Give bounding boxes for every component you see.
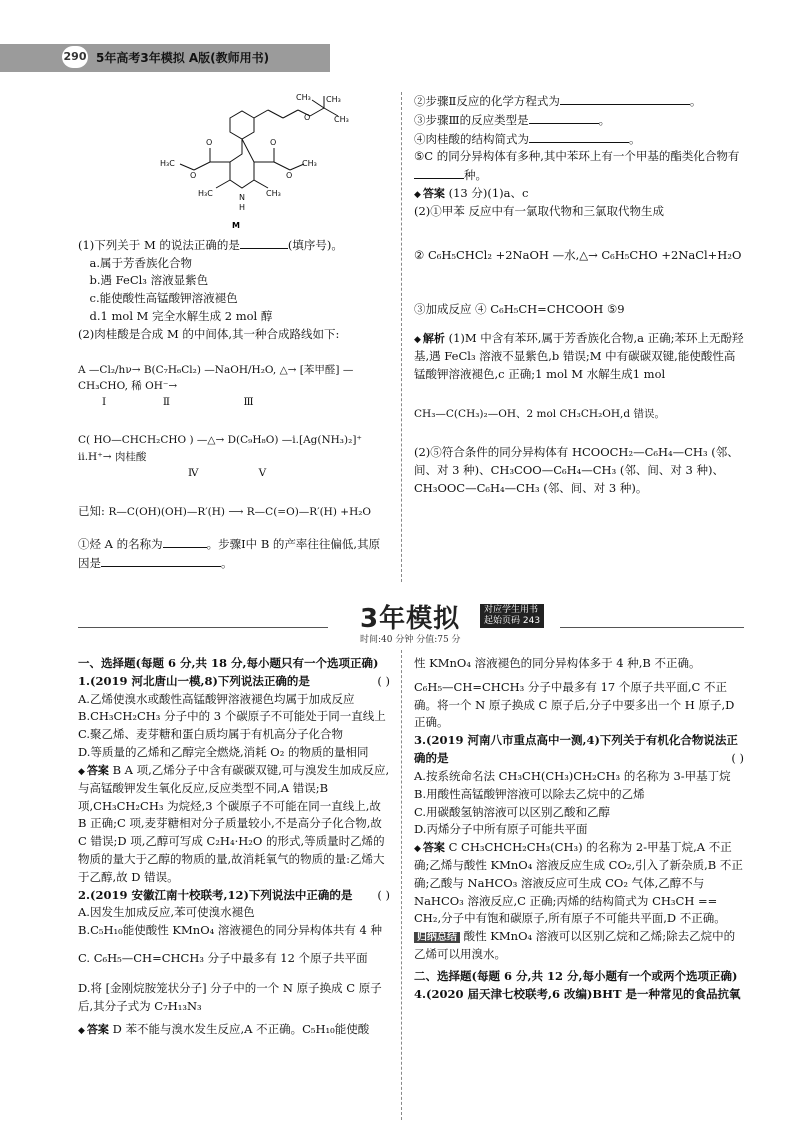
- banner-rule-right: [560, 627, 744, 628]
- left-column-top: [78, 88, 390, 573]
- section-1-heading: 一、选择题(每题 6 分,共 18 分,每小题只有一个选项正确): [78, 656, 379, 670]
- q3-answer: ◆ 答案 C CH₃CHCH₂CH₃(CH₃) 的名称为 2-甲基丁烷,A 不正确;乙烯与酸性 KMnO₄ 溶液反应生成 CO₂,引入了新杂质,B 不正确;乙酸与 NaHCO₃ 溶液反应可生成 CO₂ 气体,乙醇不与 NaHCO₃ 溶液反应,C 正确;丙烯的结构简式为 CH₃CH == CH₂,分子中有饱和碳原子,所有原子不可能共平面,D 不正确。: [414, 839, 744, 928]
- q1-head: 1.(2019 河北唐山一模,8)下列说法正确的是 ( ): [78, 673, 390, 688]
- column-divider: [401, 92, 402, 582]
- left-column-bottom: [78, 655, 390, 1039]
- right-column-top: [414, 92, 744, 497]
- q1-answer: ◆ 答案 B A 项,乙烯分子中含有碳碳双键,可与溴发生加成反应,与高锰酸钾发生氧化反应,反应类型不同,A 错误;B 项,CH₃CH₂CH₃ 为烷烃,3 个碳原子不可能在同一直线上,故 B 正确;C 项,麦芽糖相对分子质量较小,不是高分子化合物,故 C 错误;D 项,乙醇可写成 C₂H₄·H₂O 的形式,等质量时乙烯的物质的量大于乙醇的物质的量,故消耗氧气的物质的量:乙烯大于乙醇,故 D 错误。: [78, 762, 390, 887]
- svg-text:O: O: [270, 138, 277, 147]
- q2-option-a: A.因发生加成反应,苯可使溴水褪色: [78, 905, 255, 920]
- q2-option-c: C. C₆H₅—CH=CHCH₃ 分子中最多有 12 个原子共平面: [78, 951, 368, 965]
- q4-head: 4.(2020 届天津七校联考,6 改编)BHT 是一种常见的食品抗氧: [414, 986, 741, 1001]
- synthesis-route-1: A —Cl₂/hν→ B(C₇H₆Cl₂) —NaOH/H₂O, △→ [苯甲醛] —CH₃CHO, 稀 OH⁻→: [78, 363, 354, 392]
- svg-text:O: O: [190, 171, 197, 180]
- svg-text:H₃C: H₃C: [160, 159, 175, 168]
- answer-2-3: ③加成反应 ④ C₆H₅CH=CHCOOH ⑤9: [414, 301, 625, 316]
- q2-head: 2.(2019 安徽江南十校联考,12)下列说法中正确的是 ( ): [78, 887, 390, 902]
- book-title: 5年高考3年模拟 A版(教师用书): [96, 51, 270, 65]
- svg-text:CH₃: CH₃: [296, 93, 311, 102]
- column-divider: [401, 650, 402, 1120]
- summary-note: 归纳总结 酸性 KMnO₄ 溶液可以区别乙烷和乙烯;除去乙烷中的乙烯可以用溴水。: [414, 929, 736, 961]
- page-number: 290: [62, 46, 88, 68]
- svg-text:H: H: [239, 203, 246, 212]
- q1-option-a: A.乙烯使溴水或酸性高锰酸钾溶液褪色均属于加成反应: [78, 691, 355, 706]
- explanation-2: CH₃—C(CH₃)₂—OH、2 mol CH₃CH₂OH,d 错误。: [414, 407, 665, 420]
- question-1-stem: (1)下列关于 M 的说法正确的是 (填序号)。: [78, 237, 343, 252]
- svg-text:CH₃: CH₃: [302, 159, 317, 168]
- molecule-m-structure: [78, 88, 388, 230]
- svg-text:O: O: [206, 138, 213, 147]
- explanation-1: ◆ 解析 (1)M 中含有苯环,属于芳香族化合物,a 正确;苯环上无酚羟基,遇 FeCl₃ 溶液不显紫色,b 错误;M 中有碳碳双键,能使酸性高锰酸钾溶液褪色,c 正确;1 mol M 水解生成1 mol: [414, 330, 744, 383]
- answer-equation: ② C₆H₅CHCl₂ +2NaOH —水,△→ C₆H₅CHO +2NaCl+H₂O: [414, 247, 742, 262]
- q3-option-b: B.用酸性高锰酸钾溶液可以除去乙烷中的乙烯: [414, 786, 645, 801]
- section-2-heading: 二、选择题(每题 6 分,共 12 分,每小题有一个或两个选项正确): [414, 968, 738, 983]
- explanation-3: (2)⑤符合条件的同分异构体有 HCOOCH₂—C₆H₄—CH₃ (邻、间、对 3 种)、CH₃COO—C₆H₄—CH₃ (邻、间、对 3 种)、CH₃OOC—C₆H₄—CH₃ (邻、间、对 3 种)。: [414, 445, 739, 495]
- q1-option-d: D.等质量的乙烯和乙醇完全燃烧,消耗 O₂ 的物质的量相同: [78, 745, 369, 760]
- option-a: a.属于芳香族化合物: [89, 255, 193, 270]
- question-2-3: ③步骤Ⅲ的反应类型是 。: [414, 112, 611, 127]
- known-reaction: 已知: R—C(OH)(OH)—R′(H) ⟶ R—C(=O)—R′(H) +H₂O: [78, 504, 372, 519]
- q2-option-d: D.将 [金刚烷胺笼状分子] 分子中的一个 N 原子换成 C 原子后,其分子式为 C₇H₁₃N₃: [78, 980, 382, 1013]
- answer-2-1: (2)①甲苯 反应中有一氯取代物和三氯取代物生成: [414, 203, 664, 218]
- student-book-ref: 对应学生用书 起始页码 243: [480, 604, 544, 628]
- route-steps-1: Ⅰ Ⅱ Ⅲ: [102, 396, 254, 409]
- question-2-2: ②步骤Ⅱ反应的化学方程式为 。: [414, 94, 702, 108]
- svg-text:O: O: [304, 113, 311, 122]
- svg-text:H₃C: H₃C: [198, 189, 213, 198]
- q3-head: 3.(2019 河南八市重点高中一测,4)下列关于有机化合物说法正确的是 ( ): [414, 733, 744, 766]
- option-b: b.遇 FeCl₃ 溶液显紫色: [89, 273, 209, 288]
- banner-rule-left: [78, 627, 328, 628]
- page-header: [0, 44, 800, 78]
- question-2-stem: (2)肉桂酸是合成 M 的中间体,其一种合成路线如下:: [78, 326, 340, 341]
- q2-answer-cont-2: C₆H₅—CH=CHCH₃ 分子中最多有 17 个原子共平面,C 不正确。将一个 N 原子换成 C 原子后,分子中要多出一个 H 原子,D 正确。: [414, 679, 735, 730]
- question-2-5: ⑤C 的同分异构体有多种,其中苯环上有一个甲基的酯类化合物有种。: [414, 149, 740, 183]
- q2-answer-cont: 性 KMnO₄ 溶液褪色的同分异构体多于 4 种,B 不正确。: [414, 656, 701, 670]
- synthesis-route-2: C( HO—CHCH₂CHO ) —△→ D(C₉H₈O) —ⅰ.[Ag(NH₃)₂]⁺ ⅱ.H⁺→ 肉桂酸: [78, 434, 362, 463]
- q3-option-c: C.用碳酸氢钠溶液可以区别乙酸和乙醇: [414, 804, 611, 819]
- q3-option-a: A.按系统命名法 CH₃CH(CH₃)CH₂CH₃ 的名称为 3-甲基丁烷: [414, 768, 731, 783]
- section-title: 3年模拟: [360, 604, 461, 634]
- route-steps-2: Ⅳ Ⅴ: [188, 467, 267, 480]
- right-column-bottom: [414, 655, 744, 1003]
- q2-answer: ◆ 答案 D 苯不能与溴水发生反应,A 不正确。C₅H₁₀能使酸: [78, 1021, 390, 1039]
- q2-option-b: B.C₅H₁₀能使酸性 KMnO₄ 溶液褪色的同分异构体共有 4 种: [78, 923, 383, 938]
- option-d: d.1 mol M 完全水解生成 2 mol 醇: [89, 309, 273, 324]
- question-2-1: ①烃 A 的名称为 。步骤Ⅰ中 B 的产率往往偏低,其原因是 。: [78, 537, 381, 570]
- svg-text:N: N: [239, 193, 245, 202]
- svg-text:CH₃: CH₃: [326, 95, 341, 104]
- question-2-4: ④肉桂酸的结构简式为 。: [414, 131, 641, 146]
- q1-option-b: B.CH₃CH₂CH₃ 分子中的 3 个碳原子不可能处于同一直线上: [78, 709, 386, 724]
- time-score: 时间:40 分钟 分值:75 分: [360, 635, 461, 645]
- svg-text:CH₃: CH₃: [266, 189, 281, 198]
- answer-block: ◆ 答案 (13 分)(1)a、c: [414, 185, 744, 203]
- q1-option-c: C.聚乙烯、麦芽糖和蛋白质均属于有机高分子化合物: [78, 727, 344, 742]
- option-c: c.能使酸性高锰酸钾溶液褪色: [89, 291, 238, 306]
- molecule-label: M: [232, 221, 240, 230]
- svg-text:CH₃: CH₃: [334, 115, 349, 124]
- svg-text:O: O: [286, 171, 293, 180]
- q3-option-d: D.丙烯分子中所有原子可能共平面: [414, 822, 588, 837]
- section-banner: [330, 598, 570, 658]
